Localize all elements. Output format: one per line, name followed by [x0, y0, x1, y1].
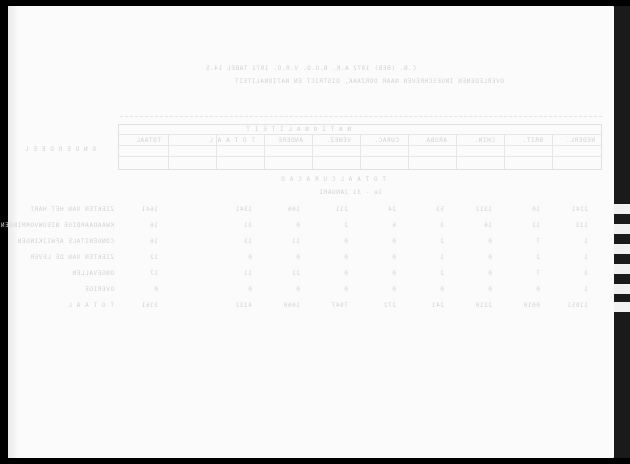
row-value: 11951: [566, 302, 588, 309]
row-label: ZIEKTEN VAN HET HART: [29, 206, 114, 213]
row-value: 0: [153, 286, 158, 293]
binder-edge: [614, 6, 630, 458]
column-header: CHIN.: [473, 137, 495, 144]
rule: [312, 134, 313, 169]
report-reference: C.B. (BEB) 1972 A.K. B.O.O. V.R.O. 1971 TABEL 14.5: [205, 65, 416, 72]
row-value: 2241: [571, 206, 588, 213]
row-value: 7: [535, 270, 540, 277]
row-value: 7: [535, 238, 540, 245]
row-value: 0: [295, 254, 300, 261]
row-value: 0: [487, 254, 492, 261]
row-value: 0010: [523, 302, 540, 309]
row-value: 1: [439, 254, 444, 261]
row-value: 1312: [475, 206, 492, 213]
row-value: 0: [439, 286, 444, 293]
row-value: 10: [531, 206, 540, 213]
column-header: ARUBA: [425, 137, 447, 144]
page-tab: [614, 204, 630, 214]
row-heading: O N D E R D E E L: [24, 146, 96, 153]
rule: [552, 134, 553, 169]
header-dashed-rule: [120, 116, 602, 117]
row-value: 16: [149, 222, 158, 229]
row-value: 3161: [141, 302, 158, 309]
row-value: 113: [575, 222, 588, 229]
row-value: 12: [149, 254, 158, 261]
row-value: 0: [391, 286, 396, 293]
row-value: 0: [343, 270, 348, 277]
row-value: 2210: [475, 302, 492, 309]
row-value: 0: [535, 286, 540, 293]
rule: [408, 134, 409, 169]
row-value: 3: [583, 270, 588, 277]
row-value: 2: [343, 222, 348, 229]
row-value: 0: [487, 286, 492, 293]
row-value: 6: [391, 222, 396, 229]
row-value: 1: [583, 238, 588, 245]
row-label: ZIEKTEN VAN DE LEVER: [29, 254, 114, 261]
rule: [504, 134, 505, 169]
section-title: T O T A A L C U R A C A O: [280, 176, 386, 183]
row-value: 100: [287, 206, 300, 213]
column-header: VENEZ.: [325, 137, 351, 144]
row-value: 0: [295, 286, 300, 293]
column-header-table: [118, 124, 602, 170]
row-value: 1641: [141, 206, 158, 213]
row-value: 0: [247, 254, 252, 261]
row-value: 16: [149, 238, 158, 245]
column-header: ANDERE: [277, 137, 303, 144]
row-value: 0: [343, 254, 348, 261]
section-subtitle: 1e - 31 JANUARI: [318, 189, 382, 196]
row-label: T O T A A L: [67, 302, 114, 309]
row-label: KWAADAARDIGE NIEUWVORMINGEN: [0, 222, 114, 229]
row-label: OVERIGE: [84, 286, 114, 293]
row-value: 1341: [235, 206, 252, 213]
row-value: 1: [583, 286, 588, 293]
row-value: 1000: [283, 302, 300, 309]
row-value: 0: [343, 286, 348, 293]
row-value: 22: [291, 270, 300, 277]
row-value: 0: [247, 286, 252, 293]
column-group-label: N A T I O N A L I T E I T: [245, 126, 351, 133]
row-value: 2: [439, 270, 444, 277]
row-value: 31: [243, 222, 252, 229]
row-value: 272: [383, 302, 396, 309]
row-value: 11: [243, 270, 252, 277]
mirrored-bleed-through-text: [0, 6, 614, 458]
row-value: 16: [483, 222, 492, 229]
rule: [168, 134, 169, 169]
rule: [264, 134, 265, 169]
row-value: 0: [391, 238, 396, 245]
page-tab: [614, 224, 630, 234]
column-header: TOTAAL: [135, 137, 161, 144]
row-label: ONGEVALLEN: [71, 270, 114, 277]
column-header: BRIT.: [521, 137, 543, 144]
row-value: 211: [335, 206, 348, 213]
column-header: CURAC.: [373, 137, 399, 144]
rule: [360, 134, 361, 169]
column-header: T O T A A L: [208, 137, 255, 144]
row-value: 0: [487, 238, 492, 245]
page-tab: [614, 284, 630, 294]
row-value: 11: [291, 238, 300, 245]
row-value: 241: [431, 302, 444, 309]
row-value: 2: [439, 238, 444, 245]
row-value: 0: [391, 254, 396, 261]
row-value: 17: [149, 270, 158, 277]
row-value: 1: [583, 254, 588, 261]
scanned-page: [0, 6, 614, 458]
row-value: 13: [243, 238, 252, 245]
row-value: 7947: [331, 302, 348, 309]
row-value: 0: [487, 270, 492, 277]
row-value: 0: [295, 222, 300, 229]
page-tab: [614, 302, 630, 312]
rule: [456, 134, 457, 169]
row-value: 24: [387, 206, 396, 213]
page-tab: [614, 264, 630, 274]
row-value: 0: [343, 238, 348, 245]
table-title: OVERLEDENEN INGESCHREVEN NAAR OORZAAK, DISTRICT EN NATIONALITEIT: [234, 78, 504, 85]
row-value: 12: [531, 222, 540, 229]
row-value: 0: [391, 270, 396, 277]
page-tab: [614, 244, 630, 254]
row-value: 2: [535, 254, 540, 261]
row-label: CONGENITALE AFWIJKINGEN: [17, 238, 114, 245]
column-header: NEDERL.: [565, 137, 595, 144]
row-value: 3: [439, 222, 444, 229]
row-value: 53: [435, 206, 444, 213]
row-value: 4132: [235, 302, 252, 309]
